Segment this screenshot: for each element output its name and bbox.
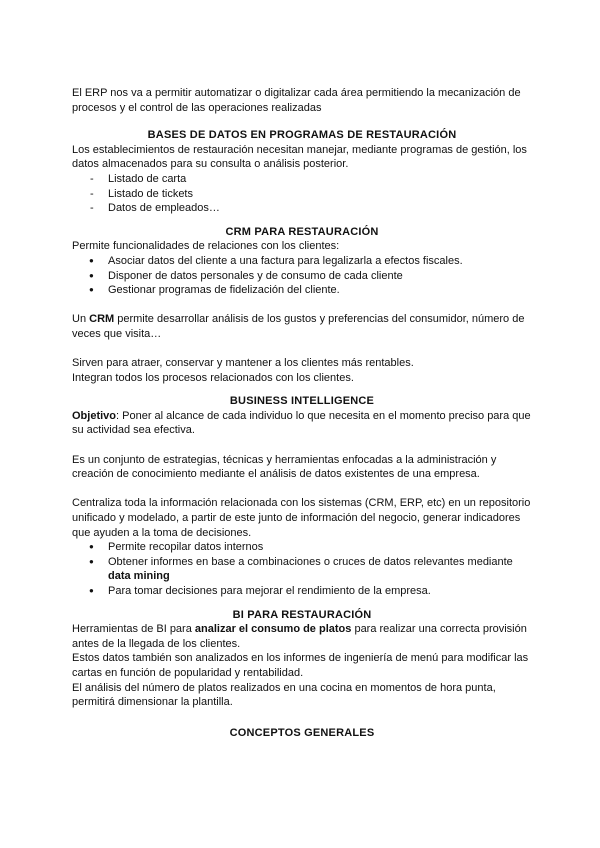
list-item: ● Permite recopilar datos internos — [72, 540, 532, 555]
list-item: ● Gestionar programas de fidelización del cliente. — [72, 283, 532, 298]
list-item: - Listado de tickets — [72, 187, 532, 202]
bases-de-datos-list — [72, 172, 532, 216]
section-title-bi-restauracion: BI PARA RESTAURACIÓN — [232, 608, 372, 621]
crm-list — [72, 254, 532, 298]
bases-de-datos-paragraph: Los establecimientos de restauración necesitan manejar, mediante programas de gestión, los datos almacenados para su consulta o análisis posterior. — [72, 143, 527, 171]
intro-paragraph: El ERP nos va a permitir automatizar o digitalizar cada área permitiendo la mecanización de procesos y el control de las operaciones realizadas — [72, 87, 521, 114]
objetivo-paragraph: Objetivo: Poner al alcance de cada individuo lo que necesita en el momento preciso para que su actividad sea efectiva. — [72, 409, 531, 437]
crm-paragraph: Un CRM permite desarrollar análisis de los gustos y preferencias del consumidor, número de veces que visita… — [72, 313, 525, 340]
objetivo-bold: Objetivo — [72, 409, 117, 422]
section-title-business-intelligence: BUSINESS INTELLIGENCE — [229, 395, 375, 408]
analizar-consumo-bold: analizar el consumo de platos — [194, 623, 352, 636]
list-item: ● Para tomar decisiones para mejorar el rendimiento de la empresa. — [72, 584, 532, 599]
bi-definition-paragraph: Es un conjunto de estrategias, técnicas y herramientas enfocadas a la administración y creación de conocimiento mediante el análisis de datos existentes de una empresa. — [72, 453, 497, 481]
crm-paragraph-2: Sirven para atraer, conservar y mantener a los clientes más rentables. — [72, 357, 414, 370]
list-item: ● Disponer de datos personales y de consumo de cada cliente — [72, 269, 532, 284]
bi-restauracion-paragraph-2: Estos datos también son analizados en los informes de ingeniería de menú para modificar las cartas en función de popularidad y rentabilidad. — [72, 652, 529, 679]
section-title-crm: CRM PARA RESTAURACIÓN — [225, 225, 379, 238]
crm-paragraph-3: Integran todos los procesos relacionados con los clientes. — [72, 371, 354, 384]
list-item: ● Obtener informes en base a combinaciones o cruces de datos relevantes mediante data mining — [72, 555, 532, 584]
section-title-conceptos-generales: CONCEPTOS GENERALES — [229, 727, 375, 740]
list-item: - Listado de carta — [72, 172, 532, 187]
document-page — [72, 86, 532, 741]
bi-restauracion-paragraph: Herramientas de BI para analizar el consumo de platos para realizar una correcta provisión antes de la llegada de los clientes. — [72, 623, 527, 650]
crm-intro-paragraph: Permite funcionalidades de relaciones con los clientes: — [72, 240, 340, 253]
list-item: - Datos de empleados… — [72, 201, 532, 216]
crm-bold: CRM — [89, 313, 115, 326]
bi-list — [72, 540, 532, 598]
bi-restauracion-paragraph-3: El análisis del número de platos realizados en una cocina en momentos de hora punta, permitirá dimensionar la plantilla. — [72, 681, 496, 709]
bi-centraliza-paragraph: Centraliza toda la información relacionada con los sistemas (CRM, ERP, etc) en un repositorio unificado y modelado, a partir de este junto de información del negocio, generar indicadores que ayuden a la toma de decisiones. — [72, 497, 531, 539]
section-title-bases-de-datos: BASES DE DATOS EN PROGRAMAS DE RESTAURACIÓN — [147, 129, 457, 142]
list-item: ● Asociar datos del cliente a una factura para legalizarla a efectos fiscales. — [72, 254, 532, 269]
data-mining-bold: data mining — [108, 570, 170, 583]
